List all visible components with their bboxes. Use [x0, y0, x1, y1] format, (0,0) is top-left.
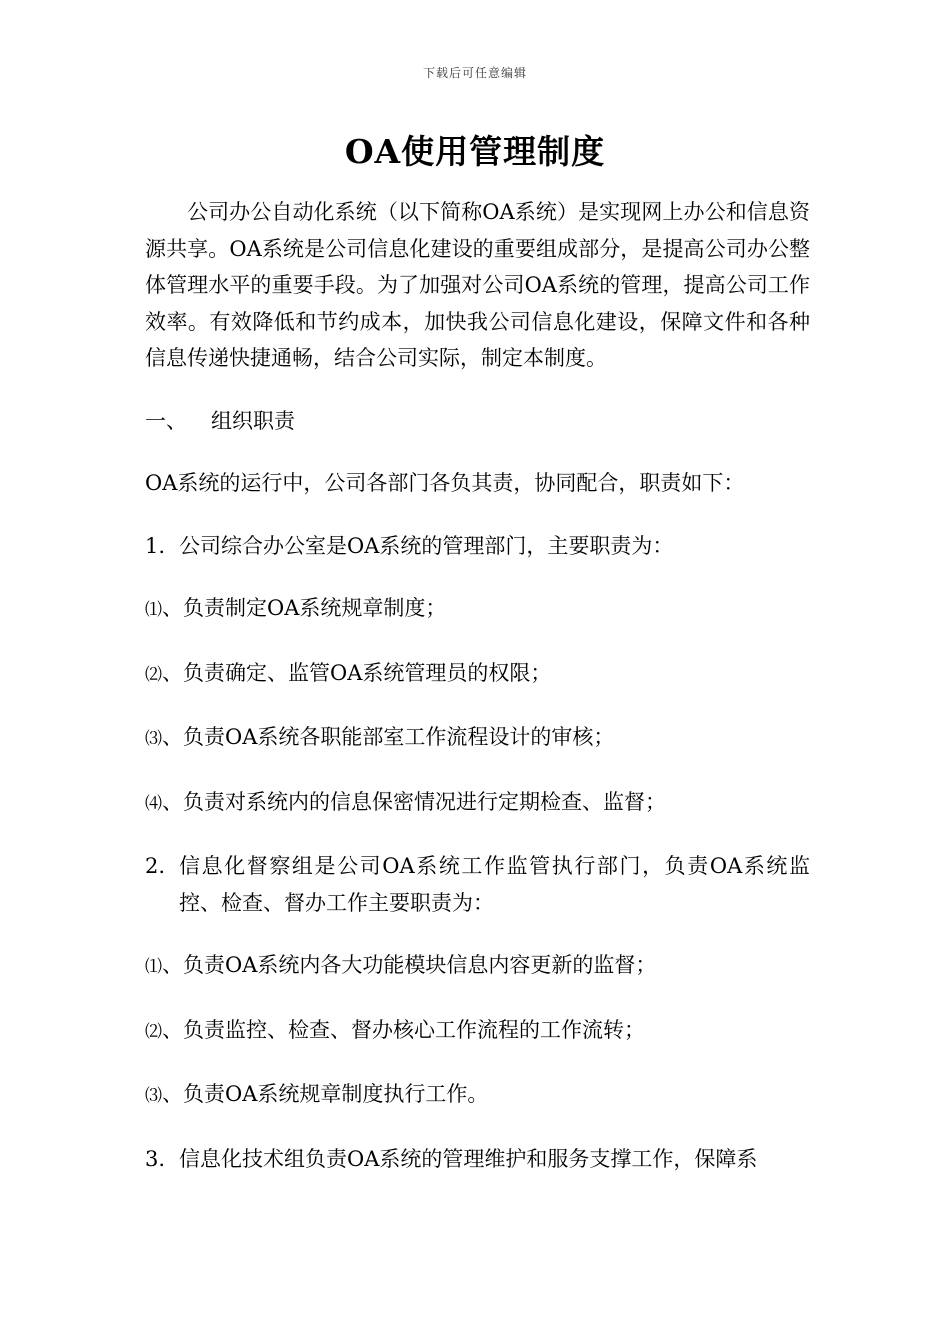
- sub-item: [145, 719, 810, 758]
- sub-item: [145, 1012, 810, 1051]
- document-body: [145, 194, 810, 1177]
- document-title: OA使用管理制度: [344, 132, 606, 171]
- header-note: 下载后可任意编辑: [422, 66, 527, 80]
- sub-item-mark: ⑷: [145, 793, 162, 814]
- section-heading: [145, 403, 810, 440]
- sub-item-text: 、负责确定、监管OA系统管理员的权限；: [162, 660, 552, 685]
- item-number: 3.: [145, 1146, 166, 1171]
- item-number: 1.: [145, 533, 166, 558]
- numbered-item-1: [145, 528, 810, 565]
- spacer: [145, 1115, 810, 1141]
- spacer: [145, 629, 810, 655]
- sub-item-mark: ⑵: [145, 1021, 162, 1042]
- spacer: [145, 377, 810, 403]
- sub-item-text: 、负责制定OA系统规章制度；: [162, 596, 447, 620]
- spacer: [145, 986, 810, 1012]
- spacer: [145, 1050, 810, 1076]
- numbered-item-3: [145, 1141, 810, 1178]
- spacer: [145, 822, 810, 848]
- section-title: 组织职责: [211, 408, 295, 433]
- item-text: 公司综合办公室是OA系统的管理部门，主要职责为：: [179, 533, 674, 558]
- sub-item: [145, 655, 810, 694]
- sub-item-mark: ⑶: [145, 1086, 162, 1106]
- sub-item-mark: ⑶: [145, 729, 162, 749]
- spacer: [145, 693, 810, 719]
- sub-item: [145, 1076, 810, 1115]
- section-lead: OA系统的运行中，公司各部门各负其责，协同配合，职责如下：: [145, 471, 745, 495]
- spacer: [145, 564, 810, 590]
- intro-paragraph: 公司办公自动化系统（以下简称OA系统）是实现网上办公和信息资源共享。OA系统是公司信息化建设的重要组成部分，是提高公司办公整体管理水平的重要手段。为了加强对公司OA系统的管理，提高公司工作效率。有效降低和节约成本，加快我公司信息化建设，保障文件和各种信息传递快捷通畅，结合公司实际，制定本制度。: [145, 200, 810, 370]
- spacer: [145, 502, 810, 528]
- sub-item-text: 、负责对系统内的信息保密情况进行定期检查、监督；: [162, 789, 666, 814]
- sub-item-text: 、负责OA系统各职能部室工作流程设计的审核；: [162, 725, 615, 749]
- item-text: 信息化技术组负责OA系统的管理维护和服务支撑工作，保障系: [179, 1146, 758, 1171]
- spacer: [145, 758, 810, 784]
- sub-item-text: 、负责监控、检查、督办核心工作流程的工作流转；: [162, 1017, 645, 1042]
- numbered-item-2: [145, 848, 810, 921]
- sub-item-mark: ⑴: [145, 600, 162, 620]
- item-text: 信息化督察组是公司OA系统工作监管执行部门，负责OA系统监控、检查、督办工作主要职责为：: [179, 854, 810, 915]
- sub-item: [145, 784, 810, 823]
- sub-item-text: 、负责OA系统内各大功能模块信息内容更新的监督；: [162, 953, 657, 977]
- section-number: 一、: [145, 408, 187, 433]
- sub-item-text: 、负责OA系统规章制度执行工作。: [162, 1082, 489, 1106]
- item-number: 2.: [145, 854, 166, 878]
- sub-item: [145, 590, 810, 629]
- sub-item: [145, 947, 810, 986]
- sub-item-mark: ⑵: [145, 664, 162, 685]
- sub-item-mark: ⑴: [145, 957, 162, 977]
- spacer: [145, 439, 810, 465]
- spacer: [145, 921, 810, 947]
